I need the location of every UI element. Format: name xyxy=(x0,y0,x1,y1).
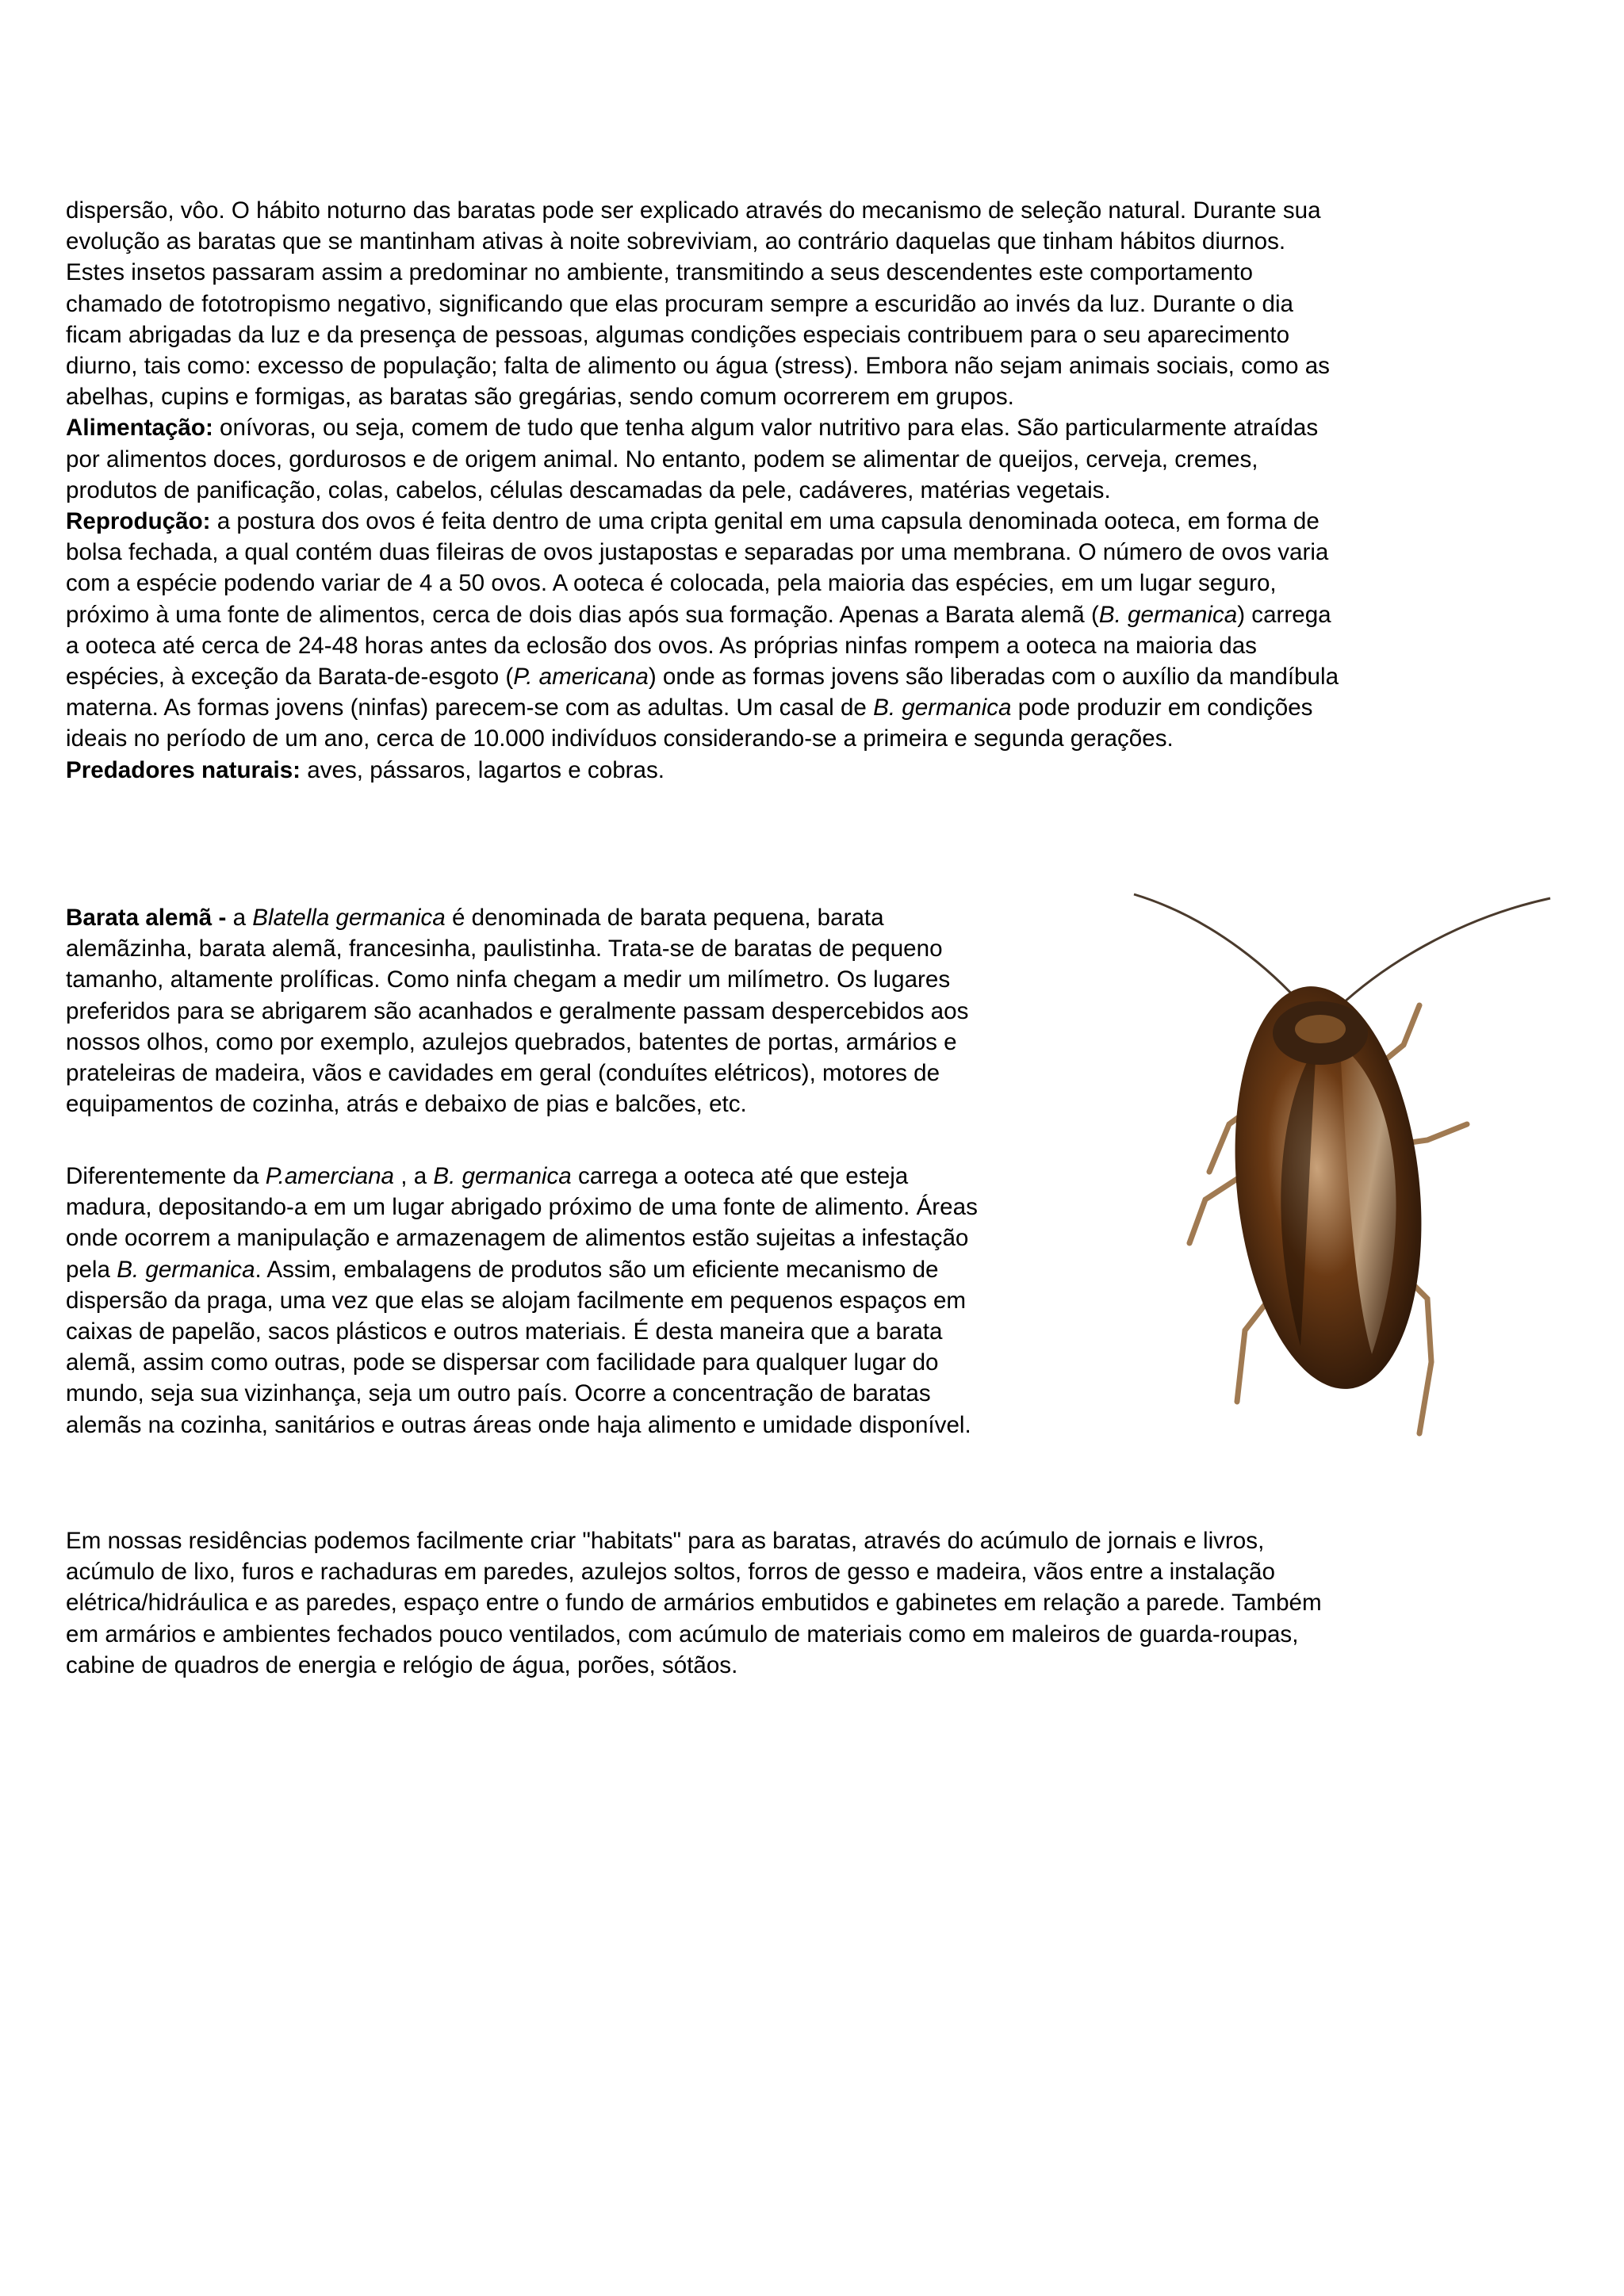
text-line xyxy=(66,320,1572,350)
text-segment: dispersão da praga, uma vez que elas se alojam facilmente em pequenos espaços em xyxy=(66,1287,967,1314)
species-name: B. germanica xyxy=(433,1163,572,1189)
text-segment: ficam abrigadas da luz e da presença de pessoas, algumas condições especiais contribuem para o seu aparecimento xyxy=(66,321,1290,348)
text-line xyxy=(66,1254,1128,1285)
text-line xyxy=(66,506,1572,537)
text-line xyxy=(66,257,1572,288)
text-line xyxy=(66,1525,1572,1556)
text-line xyxy=(66,1089,1128,1119)
text-line xyxy=(66,933,1128,964)
text-segment: chamado de fototropismo negativo, significando que elas procuram sempre a escuridão ao invés da luz. Durante o dia xyxy=(66,290,1293,317)
text-segment: onde ocorrem a manipulação e armazenagem de alimentos estão sujeitas a infestação xyxy=(66,1225,969,1252)
text-segment: evolução as baratas que se mantinham ativas à noite sobreviviam, ao contrário daquelas que tinham hábitos diurnos. xyxy=(66,228,1286,255)
text-line xyxy=(66,1410,1128,1441)
text-segment: , a xyxy=(394,1163,434,1189)
species-name: B. germanica xyxy=(117,1256,255,1283)
text-segment: elétrica/hidráulica e as paredes, espaço entre o fundo de armários embutidos e gabinetes em relação a parede. Também xyxy=(66,1590,1322,1617)
species-name: P.amerciana xyxy=(265,1163,395,1189)
text-segment: produtos de panificação, colas, cabelos, células descamadas da pele, cadáveres, matérias vegetais. xyxy=(66,476,1111,503)
text-segment: onívoras, ou seja, comem de tudo que tenha algum valor nutritivo para elas. São particularmente atraídas xyxy=(213,415,1319,442)
text-line xyxy=(66,1650,1572,1681)
text-line xyxy=(66,599,1572,630)
text-segment: por alimentos doces, gordurosos e de origem animal. No entanto, podem se alimentar de queijos, cerveja, cremes, xyxy=(66,446,1258,473)
text-segment: Em nossas residências podemos facilmente criar "habitats" para as baratas, através do acúmulo de jornais e livros, xyxy=(66,1528,1265,1554)
right-antenna xyxy=(1328,898,1550,1017)
text-segment: caixas de papelão, sacos plásticos e outros materiais. É desta maneira que a barata xyxy=(66,1318,943,1345)
text-segment: pode produzir em condições xyxy=(1011,695,1313,721)
text-segment: equipamentos de cozinha, atrás e debaixo de pias e balcões, etc. xyxy=(66,1091,747,1118)
text-line xyxy=(66,412,1572,443)
text-segment: aves, pássaros, lagartos e cobras. xyxy=(301,756,665,783)
text-segment: materna. As formas jovens (ninfas) parecem-se com as adultas. Um casal de xyxy=(66,695,874,721)
text-segment: com a espécie podendo variar de 4 a 50 ovos. A ooteca é colocada, pela maioria das espécies, em um lugar seguro, xyxy=(66,570,1277,597)
bold-term: Reprodução: xyxy=(66,508,211,535)
text-line xyxy=(66,1556,1572,1587)
text-segment: mundo, seja sua vizinhança, seja um outro país. Ocorre a concentração de baratas xyxy=(66,1380,931,1407)
text-segment: abelhas, cupins e formigas, as baratas são gregárias, sendo comum ocorrerem em grupos. xyxy=(66,384,1014,411)
text-segment: Diferentemente da xyxy=(66,1163,266,1189)
text-segment: prateleiras de madeira, vãos e cavidades em geral (conduítes elétricos), motores de xyxy=(66,1060,940,1087)
bold-term: Predadores naturais: xyxy=(66,756,301,783)
text-segment: alemãzinha, barata alemã, francesinha, paulistinha. Trata-se de baratas de pequeno xyxy=(66,936,943,962)
text-segment: Estes insetos passaram assim a predominar no ambiente, transmitindo a seus descendentes este comportamento xyxy=(66,259,1253,286)
text-segment: alemã, assim como outras, pode se dispersar com facilidade para qualquer lugar do xyxy=(66,1349,939,1376)
text-segment: nossos olhos, como por exemplo, azulejos quebrados, batentes de portas, armários e xyxy=(66,1028,957,1055)
text-segment: cabine de quadros de energia e relógio de água, porões, sótãos. xyxy=(66,1651,738,1678)
text-line xyxy=(66,1316,1128,1347)
text-line xyxy=(66,630,1572,661)
text-line xyxy=(66,1285,1128,1316)
text-line xyxy=(66,996,1128,1027)
text-line xyxy=(66,226,1572,257)
text-line xyxy=(66,692,1572,723)
text-line xyxy=(66,195,1572,226)
text-segment: bolsa fechada, a qual contém duas fileiras de ovos justapostas e separadas por uma membrana. O número de ovos varia xyxy=(66,539,1329,566)
text-segment: alemãs na cozinha, sanitários e outras áreas onde haja alimento e umidade disponível. xyxy=(66,1411,971,1438)
text-line xyxy=(66,1347,1128,1378)
text-line xyxy=(66,964,1128,995)
text-segment: tamanho, altamente prolíficas. Como ninfa chegam a medir um milímetro. Os lugares xyxy=(66,966,951,993)
text-line xyxy=(66,1587,1572,1618)
section-german-cockroach-intro xyxy=(66,902,1128,1119)
text-segment: dispersão, vôo. O hábito noturno das baratas pode ser explicado através do mecanismo de seleção natural. Durante sua xyxy=(66,197,1321,224)
text-segment: . Assim, embalagens de produtos são um eficiente mecanismo de xyxy=(255,1256,939,1283)
text-segment: diurno, tais como: excesso de população; falta de alimento ou água (stress). Embora não sejam animais sociais, como as xyxy=(66,353,1330,380)
section-behavior-diet-reproduction xyxy=(66,195,1572,786)
text-segment: próximo à uma fonte de alimentos, cerca de dois dias após sua formação. Apenas a Barata alemã ( xyxy=(66,601,1099,628)
text-line xyxy=(66,755,1572,786)
text-line xyxy=(66,350,1572,381)
text-segment: madura, depositando-a em um lugar abrigado próximo de uma fonte de alimento. Áreas xyxy=(66,1194,978,1221)
section-german-cockroach-dispersal xyxy=(66,1161,1128,1441)
section-household-habitats xyxy=(66,1525,1572,1681)
text-line xyxy=(66,902,1128,933)
text-segment: espécies, à exceção da Barata-de-esgoto ( xyxy=(66,664,514,691)
bold-term: Alimentação: xyxy=(66,415,213,442)
text-line xyxy=(66,1161,1128,1192)
text-line xyxy=(66,661,1572,692)
text-segment: a postura dos ovos é feita dentro de uma cripta genital em uma capsula denominada ooteca, em forma de xyxy=(210,508,1320,535)
text-line xyxy=(66,289,1572,320)
text-segment: ideais no período de um ano, cerca de 10.000 indivíduos considerando-se a primeira e segunda gerações. xyxy=(66,725,1174,752)
species-name: P. americana xyxy=(513,664,649,691)
text-segment: é denominada de barata pequena, barata xyxy=(445,905,884,931)
text-line xyxy=(66,1378,1128,1409)
text-line xyxy=(66,1027,1128,1058)
text-line xyxy=(66,1058,1128,1089)
text-segment: acúmulo de lixo, furos e rachaduras em paredes, azulejos soltos, forros de gesso e madeira, vãos entre a instalação xyxy=(66,1559,1275,1586)
text-segment: ) carrega xyxy=(1237,601,1331,628)
text-line xyxy=(66,723,1572,754)
text-line xyxy=(66,475,1572,506)
text-line xyxy=(66,537,1572,568)
text-line xyxy=(66,1619,1572,1650)
text-line xyxy=(66,444,1572,475)
text-segment: a ooteca até cerca de 24-48 horas antes da eclosão dos ovos. As próprias ninfas rompem a ooteca na maioria das xyxy=(66,632,1257,659)
cockroach-image xyxy=(1118,886,1570,1441)
text-segment: em armários e ambientes fechados pouco ventilados, com acúmulo de materiais como em maleiros de guarda-roupas, xyxy=(66,1621,1299,1647)
species-name: B. germanica xyxy=(873,695,1012,721)
text-segment: a xyxy=(226,905,253,931)
species-name: Blatella germanica xyxy=(252,905,446,931)
text-segment: carrega a ooteca até que esteja xyxy=(571,1163,909,1189)
text-line xyxy=(66,568,1572,599)
text-line xyxy=(66,381,1572,412)
text-segment: ) onde as formas jovens são liberadas com o auxílio da mandíbula xyxy=(648,664,1339,691)
text-line xyxy=(66,1192,1128,1223)
text-segment: pela xyxy=(66,1256,117,1283)
species-name: B. germanica xyxy=(1098,601,1238,628)
text-line xyxy=(66,1223,1128,1253)
bold-term: Barata alemã - xyxy=(66,905,227,931)
text-segment: preferidos para se abrigarem são acanhados e geralmente passam despercebidos aos xyxy=(66,997,969,1024)
